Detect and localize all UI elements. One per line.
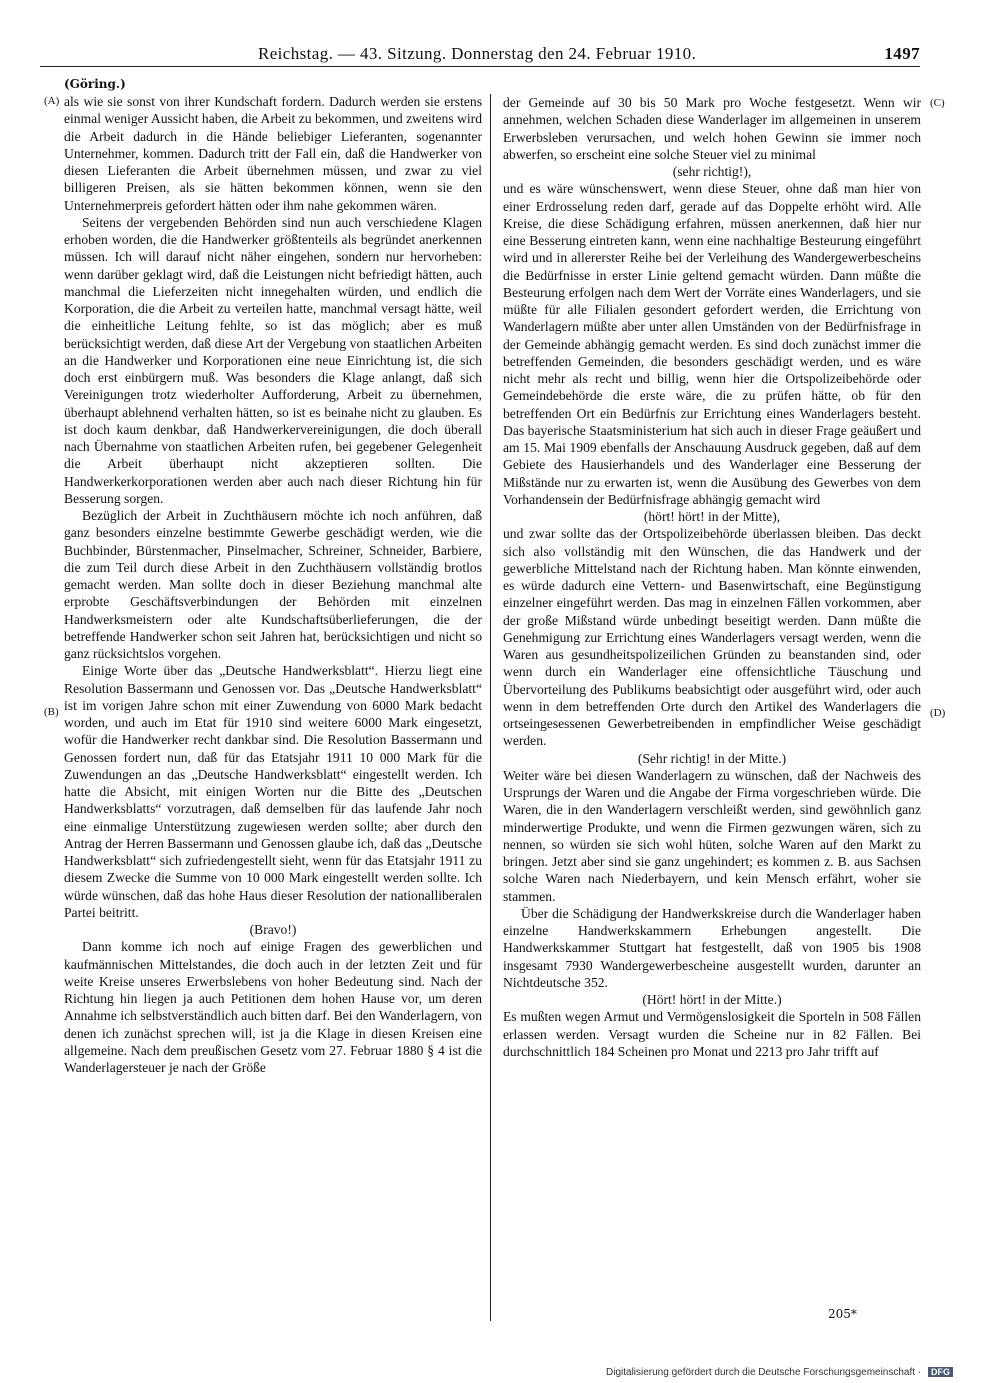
paragraph: und es wäre wünschenswert, wenn diese Steuer, ohne daß man hier von einer Erdrosselung reden darf, gerade auf das Doppelte erhöht wird. Alle Kreise, die diese Schädigung erfahren, müssen anerkennen, daß hier nur eine Besserung eintreten kann, wenn eine nachhaltige Besteurung eingeführt wird und in allererster Reihe bei der Verleihung des Wandergewerbescheins die Bedürfnisse in erster Linie geltend gemacht würden. Dann müßte die Besteurung erfolgen nach dem Wert der Vorräte eines Wanderlagers, und sie müßte für alle Filialen gesondert gefordert werden, die Errichtung von Wanderlagern müßte aber unter allen Umständen von der Bedürfnisfrage in der Gemeinde abhängig gemacht werden. Es sind doch zunächst immer die betreffenden Gemeinden, die besonders geschädigt werden, und es wäre nicht mehr als recht und billig, wenn hier die Ortspolizeibehörde oder Gemeindebehörde die erste wäre, die zu prüfen hätte, ob für den betreffenden Ort ein Bedürfnis zur Errichtung eines Wanderlagers besteht. Das bayerische Staatsministerium hat sich auch in dieser Frage geäußert und am 15. Mai 1909 ebenfalls der Anschauung Ausdruck gegeben, daß auf dem Gebiete des Hausierhandels und des Wanderlager eine Besserung der Mißstände nur zu erwarten ist, wenn die Ausübung des Gewerbes von dem Vorhandensein der Bedürfnisfrage abhängig gemacht wird (503, 181, 921, 507)
interjection: (Hört! hört! in der Mitte.) (642, 992, 782, 1007)
dfg-logo: DFG (928, 1367, 953, 1377)
page-number: 1497 (884, 44, 920, 63)
paragraph: Einige Worte über das „Deutsche Handwerksblatt“. Hierzu liegt eine Resolution Bassermann und Genossen vor. Das „Deutsche Handwerksblatt“ ist im vorigen Jahre schon mit einer Zuwendung von 6000 Mark bedacht worden, und auch im Etat für 1910 sind weitere 6000 Mark eingesetzt, wofür die Handwerker recht dankbar sind. Die Resolution Bassermann und Genossen fordert nun, daß für das Etatsjahr 1911 10 000 Mark für die Zuwendungen an das „Deutsche Handwerksblatt“ eingestellt werden. Ich hatte die Absicht, mit einigen Worten nur die Bitte des „Deutschen Handwerksblatts“ vorzutragen, daß demselben für das laufende Jahr noch eine einmalige Unterstützung zugewiesen werden sollte; aber durch den Antrag der Herren Bassermann und Genossen glaube ich, daß das „Deutsche Handwerksblatt“ sich zufriedengestellt sieht, wenn für das Etatsjahr 1911 zu diesem Zwecke die Summe von 10 000 Mark eingestellt werden sollte. Ich würde wünschen, daß das hohe Haus dieser Resolution der nationalliberalen Partei beitritt. (64, 663, 482, 920)
margin-marker-a: (A) (44, 95, 60, 107)
paragraph: Über die Schädigung der Handwerkskreise durch die Wanderlager haben einzelne Handwerkskammern Erhebungen angestellt. Die Handwerkskammer Stuttgart hat festgestellt, daß von 1905 bis 1908 insgesamt 7930 Wandergewerbescheine ausgestellt wurden, darunter an Nichtdeutsche 352. (503, 905, 921, 990)
interjection: (sehr richtig!), (672, 164, 752, 179)
interjection: (Bravo!) (249, 922, 297, 937)
right-column (503, 94, 921, 1060)
speaker-name: (Göring.) (64, 77, 126, 91)
running-header (40, 44, 920, 67)
paragraph: und zwar sollte das der Ortspolizeibehörde überlassen bleiben. Das deckt sich also vollständig mit den Wünschen, die das Handwerk und der gewerbliche Mittelstand nach der Richtung haben. Man könnte einwenden, es würde dadurch eine Vettern- und Basenwirtschaft, eine Begünstigung einzelner eingeführt werden. Das mag in einzelnen Fällen vorkommen, aber der große Mißstand würde unbedingt beseitigt werden. Dann müßte die Genehmigung zur Errichtung eines Wanderlagers versagt werden, wenn die Waren aus gesundheitspolizeilichen Gründen zu beanstanden sind, oder wenn durch ein Wanderlager eine offensichtliche Täuschung und Übervorteilung des Publikums beabsichtigt oder ausgeführt wird, oder auch wenn in dem betreffenden Orte durch den Artikel des Wanderlagers die ortseingesessenen Gewerbetreibenden in empfindlicher Weise geschädigt werden. (503, 526, 921, 749)
footer-text: Digitalisierung gefördert durch die Deutsche Forschungsgemeinschaft · (606, 1367, 922, 1378)
header-title: Reichstag. — 43. Sitzung. Donnerstag den 24. Februar 1910. (258, 44, 697, 63)
interjection: (hört! hört! in der Mitte), (643, 509, 781, 524)
paragraph: der Gemeinde auf 30 bis 50 Mark pro Woche festgesetzt. Wenn wir annehmen, welchen Schaden diese Wanderlager im allgemeinen in unserem Erwerbsleben verursachen, und welch hohen Gewinn sie immer noch abwerfen, so erscheint eine solche Steuer viel zu minimal (503, 95, 921, 162)
printer-signature: 205* (828, 1307, 857, 1321)
left-column (64, 93, 482, 1076)
paragraph: Dann komme ich noch auf einige Fragen des gewerblichen und kaufmännischen Mittelstandes, die doch auch in der letzten Zeit und für weite Kreise unseres Erwerbslebens von hoher Bedeutung sind. Nach der Richtung hin liegen ja auch Petitionen dem hohen Hause vor, um deren Annahme ich selbstverständlich auch bitten darf. Bei den Wanderlagern, von denen ich zunächst sprechen will, ist ja die Klage in diesen Kreisen eine allgemeine. Nach dem preußischen Gesetz vom 27. Februar 1880 § 4 ist die Wanderlagersteuer je nach der Größe (64, 939, 482, 1075)
paragraph: Bezüglich der Arbeit in Zuchthäusern möchte ich noch anführen, daß ganz besonders einzelne bestimmte Gewerbe geschädigt werden, wie die Buchbinder, Bürstenmacher, Pinselmacher, Schreiner, Schneider, Barbiere, die zum Teil durch diese Arbeit in den Zuchthäusern vollständig brotlos gemacht werden. Man sollte doch in dieser Beziehung manchmal alte erprobte Geschäftsverbindungen der Behörden mit einzelnen Handwerksmeistern oder alte Kundschaftsüberlieferungen, die der betreffende Handwerker schon seit Jahren hat, berücksichtigen und nicht so ganz rücksichtslos vorgehen. (64, 508, 482, 661)
margin-marker-d: (D) (930, 707, 946, 719)
paragraph: Es mußten wegen Armut und Vermögenslosigkeit die Sporteln in 508 Fällen erlassen werden. Versagt wurden die Scheine nur in 82 Fällen. Bei durchschnittlich 184 Scheinen pro Monat und 2213 pro Jahr trifft auf (503, 1009, 921, 1059)
digitization-footer (606, 1367, 953, 1378)
paragraph: Weiter wäre bei diesen Wanderlagern zu wünschen, daß der Nachweis des Ursprungs der Waren und die Angabe der Firma vorgeschrieben würde. Die Waren, die in den Wanderlagern verschleißt werden, sind gewöhnlich ganz minderwertige Produkte, und wenn die Firmen gezwungen wären, sich zu nennen, so würden sie sich wohl hüten, solche Waren auf den Markt zu bringen. Jetzt aber sind sie ganz ungehindert; es kommen z. B. aus Sachsen solche Waren nach Niederbayern, und kein Mensch erfährt, woher sie stammen. (503, 767, 921, 904)
paragraph: Seitens der vergebenden Behörden sind nun auch verschiedene Klagen erhoben worden, die die Handwerker größtenteils als begründet anerkennen müssen. Ich will darauf nicht näher eingehen, sondern nur hervorheben: wenn darüber geklagt wird, daß die Leistungen nicht befriedigt hätten, auch manchmal die Lieferzeiten nicht innegehalten würden, und endlich die Korporation, die die Arbeit zu verteilen hatte, manchmal versagt hätte, weil die einheitliche Leitung fehlte, so ist das möglich; aber es muß berücksichtigt werden, daß diese Art der Vergebung von staatlichen Arbeiten an die Handwerker und Korporationen eine neue Einrichtung ist, die sich doch erst einbürgern muß. Was besonders die Klage anlangt, daß sich Vereinigungen trotz wiederholter Aufforderung, Arbeit zu übernehmen, überhaupt ablehnend verhalten hätten, so ist es beinahe nicht zu glauben. Es ist doch kaum denkbar, daß Handwerkervereinigungen, die doch überall nach Übernahme von staatlichen Arbeiten rufen, bei gegebener Gelegenheit die Arbeit überhaupt nicht akzeptieren sollten. Die Handwerkerkorporationen werden aber auch nach dieser Richtung hin für Besserung sorgen. (64, 214, 482, 506)
margin-marker-b: (B) (44, 706, 59, 718)
column-divider (490, 94, 491, 1321)
interjection: (Sehr richtig! in der Mitte.) (637, 750, 787, 766)
paragraph: als wie sie sonst von ihrer Kundschaft fordern. Dadurch werden sie erstens einmal weniger Aussicht haben, die Arbeit zu bekommen, und zweitens wird die Arbeit dadurch in die Hände beliebiger Lieferanten, sogenannter Unternehmer, kommen. Dadurch tritt der Fall ein, daß die Handwerker von diesen Lieferanten die Arbeit übernehmen müssen, und zwar zu viel billigeren Preisen, als sie hätten bekommen können, wenn sie den Unternehmerpreis gefordert hätten oder ihm nahe gekommen wären. (64, 94, 482, 213)
margin-marker-c: (C) (930, 97, 945, 109)
